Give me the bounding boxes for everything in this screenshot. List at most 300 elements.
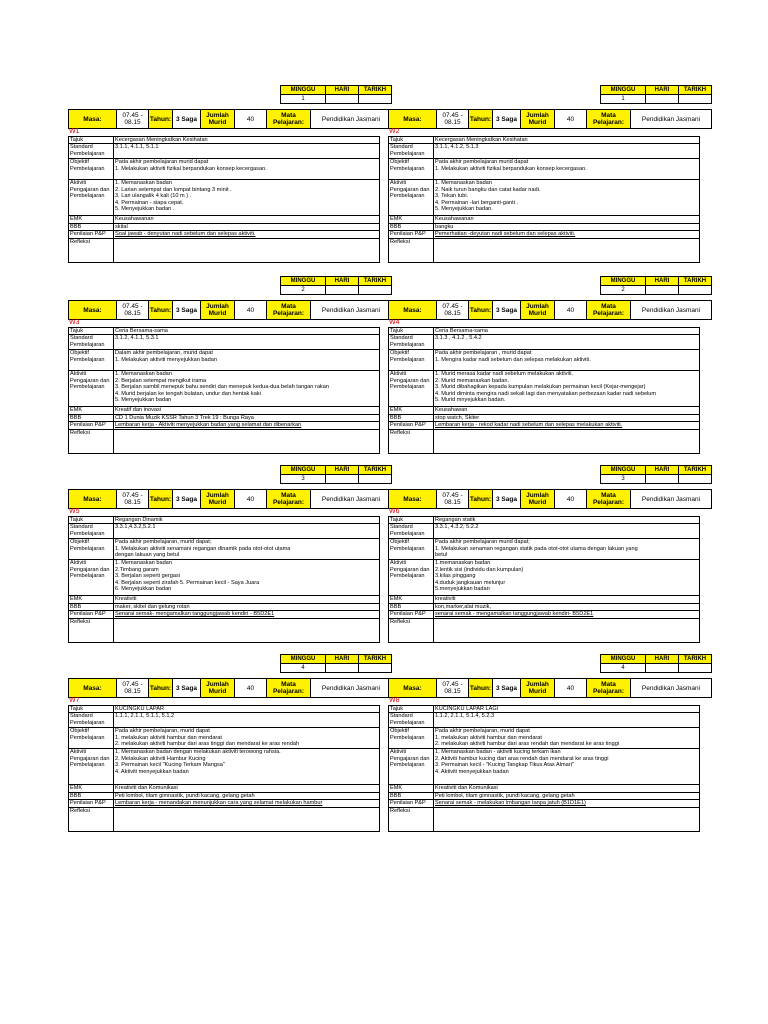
- objektif-value: [434, 539, 700, 560]
- hari-value: [326, 475, 359, 484]
- bbb-value: Peti lombol, tilam gimnastik, pundi kacang, gelang getah: [114, 792, 380, 799]
- murid-value: 40: [555, 301, 587, 320]
- standard-label: Standard Pembelajaran: [389, 335, 434, 350]
- tarikh-value: [679, 95, 712, 104]
- objektif-line: 1. Mengira kadar nadi sebelum dan selepas melakukan aktiviti.: [435, 356, 591, 363]
- jumlah-murid-label: Jumlah Murid: [201, 679, 235, 698]
- aktiviti-value: [434, 180, 700, 216]
- refleksi-value: [434, 618, 700, 642]
- penilaian-label: Penilaian P&P: [389, 800, 434, 807]
- murid-value: 40: [555, 110, 587, 129]
- objektif-label: Objektif Pembelajaran: [69, 350, 114, 371]
- week-label: W4: [389, 319, 400, 326]
- penilaian-value: Lembaran kerja - Aktiviti menyejukkan badan yang selamat dan dibenarkan: [114, 422, 380, 429]
- objektif-label: Objektif Pembelajaran: [69, 159, 114, 180]
- aktiviti-label: Aktiviti Pengajaran dan Pembelajaran: [389, 560, 434, 596]
- tajuk-label: Tajuk: [389, 328, 434, 335]
- objektif-line: betul: [435, 552, 448, 559]
- aktiviti-line: 4. Aktiviti menyejukkan badan: [115, 768, 189, 775]
- objektif-line: dengan lakuan yang betul: [115, 552, 180, 559]
- penilaian-label: Penilaian P&P: [389, 611, 434, 618]
- tahun-label: Tahun:: [469, 490, 493, 509]
- objektif-label: Objektif Pembelajaran: [389, 539, 434, 560]
- minggu-value: 1: [601, 95, 646, 104]
- standard-label: Standard Pembelajaran: [389, 144, 434, 159]
- tarikh-value: [679, 664, 712, 673]
- aktiviti-label: Aktiviti Pengajaran dan Pembelajaran: [389, 749, 434, 785]
- minggu-value: 2: [281, 286, 326, 295]
- objektif-line: Dalam akhir pembelajaran, murid dapat: [115, 350, 213, 357]
- aktiviti-value: [434, 749, 700, 785]
- hari-value: [326, 286, 359, 295]
- tahun-value: 3 Saga: [493, 490, 521, 509]
- objektif-line: Pada akhir pembelajaran , murid dapat: [435, 350, 532, 357]
- aktiviti-label: Aktiviti Pengajaran dan Pembelajaran: [69, 180, 114, 216]
- aktiviti-line: 5. Menyejukkan badan: [115, 397, 172, 404]
- masa-label: Masa:: [69, 301, 117, 320]
- masa-value: 07.45 - 08.15: [117, 490, 149, 509]
- info-table: [68, 109, 392, 129]
- objektif-label: Objektif Pembelajaran: [69, 728, 114, 749]
- aktiviti-line: 1. Memanaskan badan dengan melakukan aktiviti terowong rahsia.: [115, 749, 281, 756]
- objektif-value: [434, 159, 700, 180]
- tahun-label: Tahun:: [469, 110, 493, 129]
- masa-label: Masa:: [389, 301, 437, 320]
- jumlah-murid-label: Jumlah Murid: [201, 490, 235, 509]
- bbb-label: BBB: [69, 792, 114, 799]
- minggu-header: MINGGU: [281, 655, 326, 664]
- tarikh-header: TARIKH: [359, 466, 392, 475]
- tahun-value: 3 Saga: [173, 110, 201, 129]
- standard-value: 1.1.2, 2.1.1, 5.1.4, 5.2.3: [434, 713, 700, 728]
- jumlah-murid-label: Jumlah Murid: [521, 490, 555, 509]
- aktiviti-line: 4. Aktiviti menyejukkan badan: [435, 768, 509, 775]
- masa-value: 07.45 - 08.15: [437, 110, 469, 129]
- objektif-value: [114, 350, 380, 371]
- aktiviti-line: 4. Murid diminta mengira nadi sekali lagi dan menyatakan perbezaan kadar nadi sebelum: [435, 390, 657, 397]
- mata-pelajaran-label: Mata Pelajaran:: [587, 110, 631, 129]
- murid-value: 40: [235, 679, 267, 698]
- bbb-label: BBB: [389, 223, 434, 230]
- murid-value: 40: [235, 490, 267, 509]
- tarikh-value: [359, 286, 392, 295]
- standard-value: 3.1.1, 4.1.1, 5.1.1: [114, 144, 380, 159]
- emk-value: kreativiti: [434, 596, 700, 603]
- aktiviti-line: 2. Melakukan aktiviti Hambur Kucing: [115, 755, 206, 762]
- aktiviti-label: Aktiviti Pengajaran dan Pembelajaran: [69, 371, 114, 407]
- penilaian-value: Lembaran kerja - rekod kadar nadi sebelum dan selepas melakukan aktiviti.: [434, 422, 700, 429]
- masa-label: Masa:: [389, 110, 437, 129]
- info-table: [68, 300, 392, 320]
- mata-pelajaran-label: Mata Pelajaran:: [587, 679, 631, 698]
- aktiviti-line: 2. Aktiviti hambur kucing dari aras rendah dan mendarat ke aras tinggi: [435, 755, 609, 762]
- mata-pelajaran-label: Mata Pelajaran:: [267, 490, 311, 509]
- bbb-value: kon,marker,alat muzik,: [434, 603, 700, 610]
- lesson-table: [388, 705, 700, 832]
- tahun-value: 3 Saga: [493, 679, 521, 698]
- aktiviti-line: 4.duduk jangkauan melunjur: [435, 579, 506, 586]
- tarikh-value: [679, 475, 712, 484]
- penilaian-label: Penilaian P&P: [389, 231, 434, 238]
- refleksi-label: Refleksi: [69, 238, 114, 262]
- subject-value: Pendidikan Jasmani: [311, 679, 392, 698]
- subject-value: Pendidikan Jasmani: [311, 110, 392, 129]
- tajuk-value: Kecergasan Meningkatkan Kesihatan: [434, 137, 700, 144]
- week-label: W2: [389, 128, 400, 135]
- emk-label: EMK: [389, 596, 434, 603]
- masa-label: Masa:: [389, 490, 437, 509]
- minggu-header: MINGGU: [601, 277, 646, 286]
- aktiviti-line: 2. Berjalan setempat mengikut irama: [115, 377, 207, 384]
- bbb-label: BBB: [389, 603, 434, 610]
- objektif-line: Pada akhir pembelajaran murid dapat: [115, 159, 209, 166]
- refleksi-value: [114, 807, 380, 831]
- tajuk-value: Regangan statik: [434, 517, 700, 524]
- week-table: [600, 465, 712, 484]
- masa-label: Masa:: [69, 110, 117, 129]
- minggu-value: 1: [281, 95, 326, 104]
- info-table: [388, 489, 712, 509]
- subject-value: Pendidikan Jasmani: [631, 679, 712, 698]
- masa-label: Masa:: [389, 679, 437, 698]
- standard-value: 3.1.1, 4.1.2, 5.1.3: [434, 144, 700, 159]
- tahun-label: Tahun:: [149, 110, 173, 129]
- penilaian-value: Pemerhatian -deyutan nadi sebelum dan selepas aktiviti.: [434, 231, 700, 238]
- aktiviti-line: 2.Timbang garam: [115, 566, 159, 573]
- aktiviti-line: 4. Permainan - siapa cepat.: [115, 199, 184, 206]
- tajuk-label: Tajuk: [69, 328, 114, 335]
- masa-value: 07.45 - 08.15: [437, 490, 469, 509]
- tarikh-header: TARIKH: [359, 86, 392, 95]
- refleksi-value: [434, 429, 700, 453]
- standard-value: 3.3.1, 4.3.2, 5.2.2: [434, 524, 700, 539]
- aktiviti-value: [434, 560, 700, 596]
- penilaian-value: senarai semak - mengamalkan tanggungjawab kendiri- B5D2E1: [434, 611, 700, 618]
- tahun-label: Tahun:: [469, 301, 493, 320]
- mata-pelajaran-label: Mata Pelajaran:: [267, 679, 311, 698]
- emk-value: Kreatif dan inovasi: [114, 407, 380, 414]
- week-label: W8: [389, 697, 400, 704]
- tarikh-header: TARIKH: [679, 655, 712, 664]
- murid-value: 40: [555, 679, 587, 698]
- bbb-label: BBB: [389, 792, 434, 799]
- subject-value: Pendidikan Jasmani: [311, 301, 392, 320]
- hari-header: HARI: [326, 466, 359, 475]
- penilaian-value: Senarai semak- mengamalkan tanggungjawab kendiri - B5D2E1: [114, 611, 380, 618]
- penilaian-label: Penilaian P&P: [69, 231, 114, 238]
- emk-label: EMK: [69, 216, 114, 223]
- mata-pelajaran-label: Mata Pelajaran:: [587, 301, 631, 320]
- murid-value: 40: [235, 301, 267, 320]
- aktiviti-label: Aktiviti Pengajaran dan Pembelajaran: [389, 180, 434, 216]
- jumlah-murid-label: Jumlah Murid: [201, 301, 235, 320]
- minggu-header: MINGGU: [601, 86, 646, 95]
- minggu-header: MINGGU: [281, 86, 326, 95]
- info-table: [388, 109, 712, 129]
- lesson-table: [68, 136, 380, 263]
- subject-value: Pendidikan Jasmani: [631, 301, 712, 320]
- mata-pelajaran-label: Mata Pelajaran:: [267, 110, 311, 129]
- penilaian-label: Penilaian P&P: [69, 800, 114, 807]
- aktiviti-label: Aktiviti Pengajaran dan Pembelajaran: [69, 749, 114, 785]
- week-table: [600, 654, 712, 673]
- refleksi-value: [114, 429, 380, 453]
- tahun-label: Tahun:: [149, 301, 173, 320]
- minggu-value: 3: [601, 475, 646, 484]
- aktiviti-line: 4. Murid berjalan ke tengah bulatan, undur dan hentak kaki: [115, 390, 261, 397]
- tarikh-header: TARIKH: [359, 277, 392, 286]
- aktiviti-line: 2. Naik turun bangku dan catat kadar nadi.: [435, 186, 541, 193]
- objektif-line: 1. melakukan aktiviti hambur dan mendarat: [435, 734, 542, 741]
- hari-value: [646, 475, 679, 484]
- objektif-line: Pada akhir pembelajaran, murid dapat;: [115, 539, 212, 546]
- aktiviti-line: 1. Memanaskan badan: [115, 371, 172, 378]
- week-table: [280, 654, 392, 673]
- objektif-line: 1. Melakukan aktiviti fizikal berpandukan konsep kecergasan.: [115, 165, 267, 172]
- emk-value: Kreativiti dan Komunikasi: [434, 785, 700, 792]
- objektif-value: [114, 728, 380, 749]
- info-table: [68, 489, 392, 509]
- lesson-table: [68, 327, 380, 454]
- refleksi-label: Refleksi: [69, 807, 114, 831]
- week-table: [280, 465, 392, 484]
- standard-label: Standard Pembelajaran: [389, 713, 434, 728]
- standard-value: 1.1.1, 2.1.1, 5.1.1, 5.1.2: [114, 713, 380, 728]
- hari-value: [646, 664, 679, 673]
- aktiviti-line: 1. Memanaskan badan: [115, 180, 172, 187]
- objektif-label: Objektif Pembelajaran: [389, 350, 434, 371]
- standard-label: Standard Pembelajaran: [389, 524, 434, 539]
- minggu-header: MINGGU: [281, 277, 326, 286]
- tajuk-label: Tajuk: [389, 137, 434, 144]
- lesson-table: [388, 516, 700, 643]
- objektif-line: Pada akhir pembelajaran murid dapat;: [435, 539, 530, 546]
- objektif-value: [114, 539, 380, 560]
- objektif-line: Pada akhir pembelajaran, murid dapat: [435, 728, 530, 735]
- murid-value: 40: [555, 490, 587, 509]
- bbb-label: BBB: [69, 603, 114, 610]
- tahun-value: 3 Saga: [173, 301, 201, 320]
- minggu-header: MINGGU: [601, 466, 646, 475]
- hari-header: HARI: [646, 277, 679, 286]
- tarikh-value: [359, 95, 392, 104]
- penilaian-value: Senarai semak - melakukan imbangan tanpa jatuh (B1D1E1): [434, 800, 700, 807]
- bbb-label: BBB: [389, 414, 434, 421]
- aktiviti-line: 3. Berjalan seperti gergasi: [115, 573, 180, 580]
- objektif-line: 1. Melakukan aktiviti fizikal berpandukan konsep kecergasan.: [435, 165, 587, 172]
- minggu-header: MINGGU: [601, 655, 646, 664]
- penilaian-value: Soal jawab - denyutan nadi sebelum dan selepas aktiviti.: [114, 231, 380, 238]
- emk-value: Kreativiti: [114, 596, 380, 603]
- hari-header: HARI: [326, 86, 359, 95]
- lesson-table: [68, 705, 380, 832]
- tajuk-value: Kecergasan Meningkatkan Kesihatan: [114, 137, 380, 144]
- aktiviti-line: 3. Tekan tubi.: [435, 193, 469, 200]
- aktiviti-line: 1. Memanaskan badan: [115, 560, 172, 567]
- hari-header: HARI: [326, 655, 359, 664]
- jumlah-murid-label: Jumlah Murid: [201, 110, 235, 129]
- subject-value: Pendidikan Jasmani: [311, 490, 392, 509]
- minggu-value: 3: [281, 475, 326, 484]
- aktiviti-label: Aktiviti Pengajaran dan Pembelajaran: [69, 560, 114, 596]
- week-label: W5: [69, 508, 80, 515]
- aktiviti-line: 4. Berjalan seperti zirafah 5. Permainan kecil - Saya Juara: [115, 579, 260, 586]
- bbb-value: skital: [114, 223, 380, 230]
- week-label: W1: [69, 128, 80, 135]
- info-table: [388, 300, 712, 320]
- aktiviti-line: 5.menyejukkan badan: [435, 586, 490, 593]
- objektif-line: 1. Melakukan aktiviti menyejukkan badan: [115, 356, 217, 363]
- aktiviti-line: 2. Murid memanaskan badan.: [435, 377, 510, 384]
- minggu-value: 4: [281, 664, 326, 673]
- refleksi-value: [114, 618, 380, 642]
- emk-value: Keusahawanan: [434, 216, 700, 223]
- aktiviti-line: 5. Menyejukkan badan .: [115, 206, 175, 213]
- bbb-value: stop watch, Skiter: [434, 414, 700, 421]
- aktiviti-line: 2.lentik sisi (individu dan kumpulan): [435, 566, 524, 573]
- objektif-line: 2. melakukan aktiviti hambur dari aras rendah dan mendarat ke aras tinggi: [435, 741, 620, 748]
- objektif-value: [114, 159, 380, 180]
- info-table: [388, 678, 712, 698]
- refleksi-label: Refleksi: [69, 429, 114, 453]
- emk-label: EMK: [389, 407, 434, 414]
- aktiviti-line: 3. Permainan kecil "Kucing Terkam Mangsa": [115, 762, 225, 769]
- tahun-label: Tahun:: [149, 490, 173, 509]
- aktiviti-value: [434, 371, 700, 407]
- tarikh-header: TARIKH: [359, 655, 392, 664]
- refleksi-value: [434, 807, 700, 831]
- tarikh-value: [359, 664, 392, 673]
- standard-label: Standard Pembelajaran: [69, 524, 114, 539]
- hari-header: HARI: [646, 86, 679, 95]
- tajuk-label: Tajuk: [69, 706, 114, 713]
- objektif-value: [434, 350, 700, 371]
- aktiviti-line: 3. Murid dibahagikan kepada kumpulan melakukan permainan kecil (Kejar-mengejar): [435, 384, 646, 391]
- emk-label: EMK: [389, 785, 434, 792]
- aktiviti-value: [114, 749, 380, 785]
- aktiviti-line: 3. Lari ulangalik 4 kali (10 m ) .: [115, 193, 192, 200]
- refleksi-label: Refleksi: [389, 429, 434, 453]
- masa-label: Masa:: [69, 679, 117, 698]
- aktiviti-line: 1. Memanaskan badan - aktiviti kucing terkam ikan: [435, 749, 561, 756]
- week-table: [280, 276, 392, 295]
- minggu-header: MINGGU: [281, 466, 326, 475]
- week-label: W6: [389, 508, 400, 515]
- tahun-label: Tahun:: [469, 679, 493, 698]
- objektif-line: Pada akhir pembelajaran, murid dapat: [115, 728, 210, 735]
- bbb-value: bangku: [434, 223, 700, 230]
- aktiviti-line: 1. Memanaskan badan: [435, 180, 492, 187]
- bbb-value: CD 1 Dunia Muzik KSSR Tahun 3 Trek 19 : Bunga Raya: [114, 414, 380, 421]
- tajuk-value: Regangan Dinamik: [114, 517, 380, 524]
- masa-value: 07.45 - 08.15: [437, 679, 469, 698]
- tarikh-header: TARIKH: [679, 86, 712, 95]
- hari-value: [646, 286, 679, 295]
- hari-header: HARI: [646, 655, 679, 664]
- bbb-value: maker, skitel dan gelung rotan: [114, 603, 380, 610]
- subject-value: Pendidikan Jasmani: [631, 490, 712, 509]
- aktiviti-label: Aktiviti Pengajaran dan Pembelajaran: [389, 371, 434, 407]
- tahun-value: 3 Saga: [493, 301, 521, 320]
- penilaian-label: Penilaian P&P: [69, 422, 114, 429]
- penilaian-label: Penilaian P&P: [69, 611, 114, 618]
- aktiviti-line: 2. Larian setempat dan lompat bintang 3 minit .: [115, 186, 232, 193]
- jumlah-murid-label: Jumlah Murid: [521, 301, 555, 320]
- tahun-label: Tahun:: [149, 679, 173, 698]
- hari-value: [326, 664, 359, 673]
- penilaian-value: Lembaran kerja - menandakan menunjukkan cara yang selamat melakukan hambur: [114, 800, 380, 807]
- tarikh-header: TARIKH: [679, 466, 712, 475]
- minggu-value: 2: [601, 286, 646, 295]
- aktiviti-line: 4. Permainan -lari berganti-ganti .: [435, 199, 519, 206]
- masa-value: 07.45 - 08.15: [437, 301, 469, 320]
- hari-value: [646, 95, 679, 104]
- aktiviti-line: 5. Menyejukkan badan.: [435, 206, 493, 213]
- refleksi-value: [114, 238, 380, 262]
- objektif-value: [434, 728, 700, 749]
- objektif-line: 1. Melakukan senaman regangan statik pada otot-otot utama dengan lakuan yang: [435, 545, 638, 552]
- hari-value: [326, 95, 359, 104]
- refleksi-label: Refleksi: [389, 238, 434, 262]
- aktiviti-value: [114, 560, 380, 596]
- subject-value: Pendidikan Jasmani: [631, 110, 712, 129]
- standard-label: Standard Pembelajaran: [69, 713, 114, 728]
- penilaian-label: Penilaian P&P: [389, 422, 434, 429]
- tajuk-value: Ceria Bersama-sama: [434, 328, 700, 335]
- tajuk-value: KUCINGKU LAPAR: [114, 706, 380, 713]
- lesson-table: [68, 516, 380, 643]
- emk-label: EMK: [69, 785, 114, 792]
- week-label: W7: [69, 697, 80, 704]
- bbb-label: BBB: [69, 414, 114, 421]
- tahun-value: 3 Saga: [173, 490, 201, 509]
- murid-value: 40: [235, 110, 267, 129]
- refleksi-value: [434, 238, 700, 262]
- tarikh-header: TARIKH: [679, 277, 712, 286]
- tajuk-label: Tajuk: [69, 137, 114, 144]
- hari-header: HARI: [646, 466, 679, 475]
- emk-value: Keusahawan: [434, 407, 700, 414]
- objektif-line: 1. melakukan aktiviti hambur dan mendarat: [115, 734, 222, 741]
- emk-label: EMK: [389, 216, 434, 223]
- tajuk-label: Tajuk: [69, 517, 114, 524]
- jumlah-murid-label: Jumlah Murid: [521, 679, 555, 698]
- standard-value: 3.3.1,4.3.2,5.2.1: [114, 524, 380, 539]
- hari-header: HARI: [326, 277, 359, 286]
- objektif-line: 2. melakukan aktiviti hambur dari aras tinggi dan mendarat ke aras rendah: [115, 741, 300, 748]
- aktiviti-line: 3. Berjalan sambil menepuk bahu sendiri dan menepuk kedua-dua belah tangan rakan: [115, 384, 329, 391]
- objektif-label: Objektif Pembelajaran: [389, 728, 434, 749]
- emk-value: Keusahawanan: [114, 216, 380, 223]
- lesson-table: [388, 136, 700, 263]
- refleksi-label: Refleksi: [69, 618, 114, 642]
- aktiviti-line: 3.kilas pinggang: [435, 573, 476, 580]
- tahun-value: 3 Saga: [173, 679, 201, 698]
- tajuk-value: KUCINGKU LAPAR LAGI: [434, 706, 700, 713]
- mata-pelajaran-label: Mata Pelajaran:: [267, 301, 311, 320]
- mata-pelajaran-label: Mata Pelajaran:: [587, 490, 631, 509]
- aktiviti-line: 1. Murid merasa kadar nadi sebelum melakukan aktiviti.: [435, 371, 574, 378]
- masa-value: 07.45 - 08.15: [117, 679, 149, 698]
- week-table: [600, 276, 712, 295]
- masa-label: Masa:: [69, 490, 117, 509]
- aktiviti-line: 5. Murid mnyejukkan badan.: [435, 397, 506, 404]
- info-table: [68, 678, 392, 698]
- tahun-value: 3 Saga: [493, 110, 521, 129]
- masa-value: 07.45 - 08.15: [117, 301, 149, 320]
- standard-label: Standard Pembelajaran: [69, 335, 114, 350]
- bbb-label: BBB: [69, 223, 114, 230]
